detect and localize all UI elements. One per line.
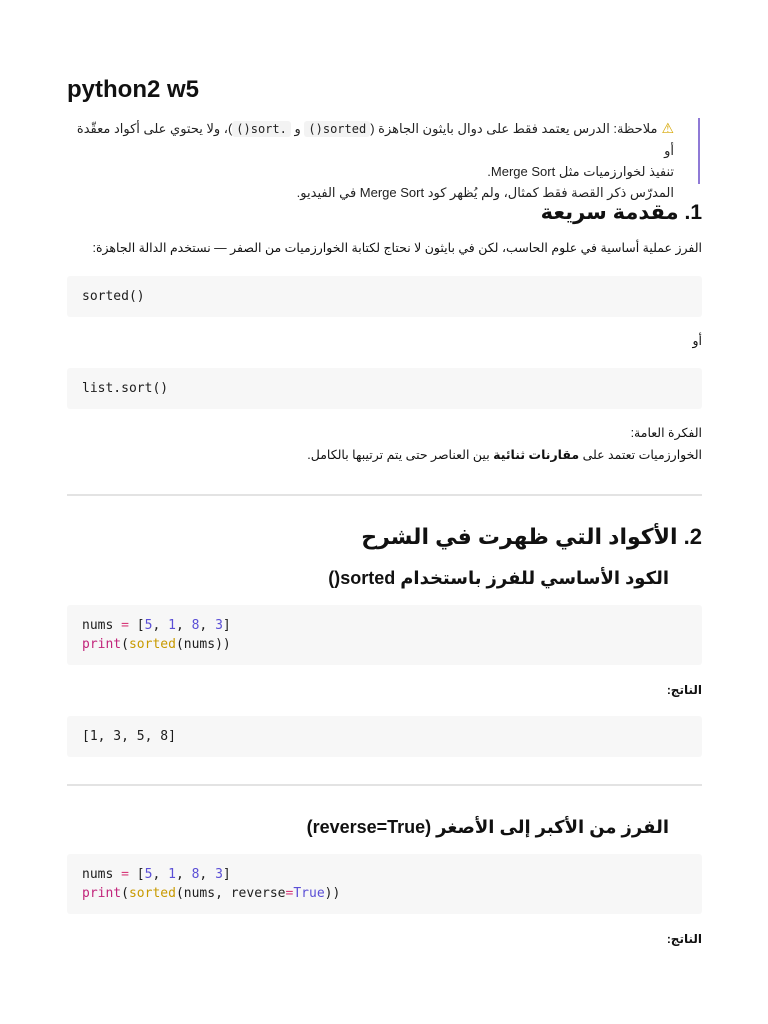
output-label-2: الناتج: xyxy=(666,932,702,946)
note-line-1 xyxy=(67,118,674,161)
inline-code-sort: .sort() xyxy=(232,121,291,137)
code-bracket: [ xyxy=(136,618,145,633)
code-print: print xyxy=(82,637,122,652)
code-print: print xyxy=(82,886,122,901)
note-text-prefix: ملاحظة: الدرس يعتمد فقط على دوال بايثون الجاهزة ( xyxy=(370,121,658,136)
code-num: 3 xyxy=(215,618,223,633)
code-bracket: ] xyxy=(222,618,231,633)
code-num: 5 xyxy=(144,867,153,882)
code-num: 1 xyxy=(168,618,176,633)
idea-prefix: الخوارزميات تعتمد على xyxy=(579,448,702,462)
code-line-2-b: print(sorted(nums, reverse=True)) xyxy=(82,886,341,901)
code-block-list-sort xyxy=(67,368,702,409)
code-block-reverse-example xyxy=(67,854,702,914)
subheading-sorted: الكود الأساسي للفرز باستخدام sorted() xyxy=(328,568,669,588)
output-label-1: الناتج: xyxy=(666,683,702,697)
code-line-1-b: nums = [5, 1, 8, 3] xyxy=(82,867,231,882)
inline-code-sorted: sorted() xyxy=(304,121,370,137)
code-sorted-fn: sorted xyxy=(128,886,176,901)
code-true: True xyxy=(293,886,325,901)
code-sorted-fn: sorted xyxy=(128,637,176,652)
code-list-sort: list.sort() xyxy=(82,381,169,396)
section-1-heading: 1. مقدمة سريعة xyxy=(540,201,702,224)
note-line-3: المدرّس ذكر القصة فقط كمثال، ولم يُظهر كود Merge Sort في الفيديو. xyxy=(296,185,674,200)
idea-suffix: بين العناصر حتى يتم ترتيبها بالكامل. xyxy=(307,448,494,462)
code-op: = xyxy=(121,618,129,633)
code-args: (nums, reverse xyxy=(175,886,286,901)
code-args: (nums)) xyxy=(175,637,231,652)
code-num: 1 xyxy=(168,867,176,882)
code-line-1: nums = [5, 1, 8, 3] xyxy=(82,618,231,633)
section-1-intro: الفرز عملية أساسية في علوم الحاسب، لكن في بايثون لا نحتاج لكتابة الخوارزميات من الصفر — نستخدم الدالة الجاهزة: xyxy=(92,241,702,255)
idea-label: الفكرة العامة: xyxy=(630,426,702,440)
subheading-reverse: الفرز من الأكبر إلى الأصغر (reverse=True) xyxy=(306,817,669,837)
warning-icon: ⚠ xyxy=(661,120,674,136)
output-value-1: [1, 3, 5, 8] xyxy=(82,729,176,744)
note-and: و xyxy=(294,121,301,136)
code-sorted: sorted() xyxy=(82,289,145,304)
divider-2 xyxy=(67,784,702,786)
code-num: 5 xyxy=(144,618,153,633)
code-num: 3 xyxy=(215,867,223,882)
code-var: nums xyxy=(82,618,114,633)
code-op: = xyxy=(121,867,129,882)
idea-bold: مقارنات ثنائية xyxy=(493,448,580,462)
code-block-sorted-example xyxy=(67,605,702,665)
code-block-sorted xyxy=(67,276,702,317)
code-bracket: [ xyxy=(136,867,145,882)
code-close: )) xyxy=(324,886,341,901)
code-num: 8 xyxy=(191,618,200,633)
page-title: python2 w5 xyxy=(67,76,200,103)
note-body xyxy=(67,118,700,200)
section-2-heading: 2. الأكواد التي ظهرت في الشرح xyxy=(361,524,702,549)
code-num: 8 xyxy=(191,867,200,882)
code-op: = xyxy=(285,886,294,901)
divider-1 xyxy=(67,494,702,496)
note-callout xyxy=(67,118,702,200)
code-line-2: print(sorted(nums)) xyxy=(82,637,231,652)
idea-text xyxy=(67,445,702,465)
or-text: أو xyxy=(692,334,702,348)
note-line-2: تنفيذ لخوارزميات مثل Merge Sort. xyxy=(487,164,674,179)
code-bracket: ] xyxy=(222,867,231,882)
code-block-output-1 xyxy=(67,716,702,757)
code-var: nums xyxy=(82,867,114,882)
note-text-suffix: )، ولا يحتوي على أكواد معقّدة أو xyxy=(76,121,674,158)
